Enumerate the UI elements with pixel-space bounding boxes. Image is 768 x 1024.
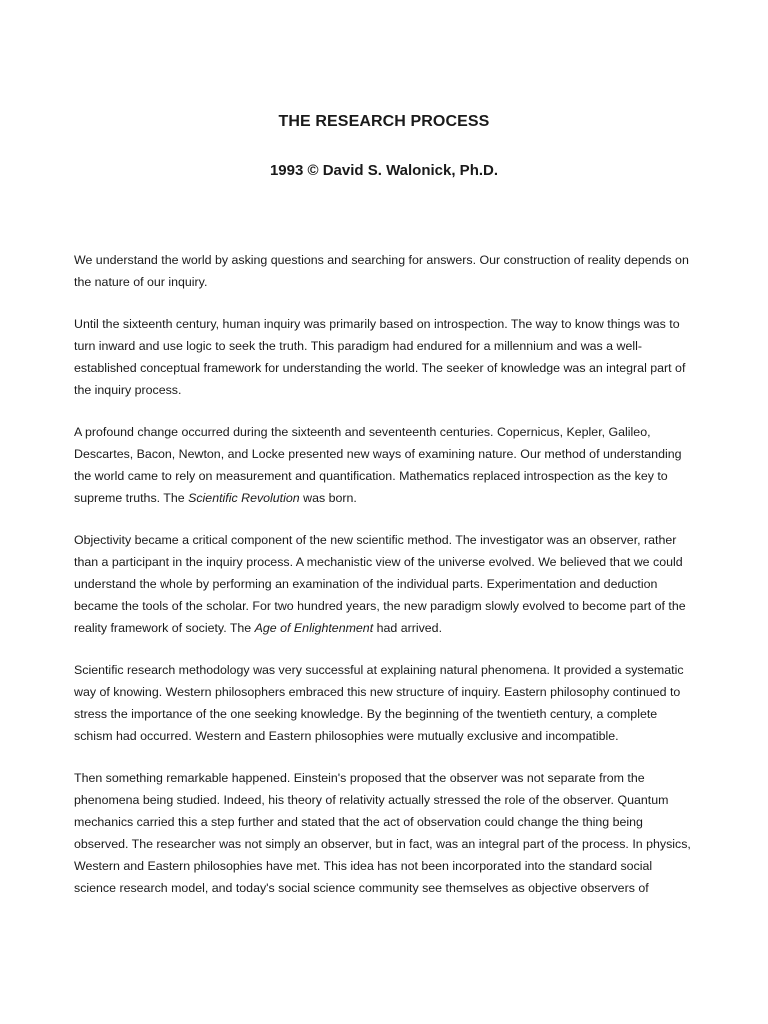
paragraph-6 — [74, 767, 696, 899]
italic-term-age-of-enlightenment: Age of Enlightenment — [254, 621, 374, 635]
paragraph-text-tail: was born. — [299, 491, 357, 505]
paragraph-text: Until the sixteenth century, human inquiry was primarily based on introspection. The way to know things was to turn inward and use logic to seek the truth. This paradigm had endured for a millennium and was a well-established conceptual framework for understanding the world. The seeker of knowledge was an integral part of the inquiry process. — [74, 317, 686, 397]
paragraph-2 — [74, 313, 696, 401]
paragraph-text: We understand the world by asking questions and searching for answers. Our construction of reality depends on the nature of our inquiry. — [74, 253, 689, 289]
document-title: THE RESEARCH PROCESS — [278, 113, 490, 130]
document-body — [74, 249, 696, 919]
paragraph-3 — [74, 421, 696, 509]
paragraph-text: Objectivity became a critical component of the new scientific method. The investigator was an observer, rather than a participant in the inquiry process. A mechanistic view of the universe evolved. We believed that we could understand the whole by performing an examination of the individual parts. Experimentation and deduction became the tools of the scholar. For two hundred years, the new paradigm slowly evolved to become part of the reality framework of society. The — [74, 533, 686, 635]
paragraph-text: Then something remarkable happened. Einstein's proposed that the observer was not separate from the phenomena being studied. Indeed, his theory of relativity actually stressed the role of the observer. Quantum mechanics carried this a step further and stated that the act of observation could change the thing being observed. The researcher was not simply an observer, but in fact, was an integral part of the process. In physics, Western and Eastern philosophies have met. This idea has not been incorporated into the standard social science research model, and today's social science community see themselves as objective observers of — [74, 771, 691, 895]
paragraph-5 — [74, 659, 696, 747]
document-subtitle: 1993 © David S. Walonick, Ph.D. — [269, 162, 499, 179]
paragraph-1 — [74, 249, 696, 293]
paragraph-text: Scientific research methodology was very successful at explaining natural phenomena. It provided a systematic way of knowing. Western philosophers embraced this new structure of inquiry. Eastern philosophy continued to stress the importance of the one seeking knowledge. By the beginning of the twentieth century, a complete schism had occurred. Western and Eastern philosophies were mutually exclusive and incompatible. — [74, 663, 684, 743]
paragraph-text: A profound change occurred during the sixteenth and seventeenth centuries. Copernicus, Kepler, Galileo, Descartes, Bacon, Newton, and Locke presented new ways of examining nature. Our method of understanding the world came to rely on measurement and quantification. Mathematics replaced introspection as the key to supreme truths. The — [74, 425, 682, 505]
paragraph-4 — [74, 529, 696, 639]
paragraph-text-tail: had arrived. — [373, 621, 443, 635]
italic-term-scientific-revolution: Scientific Revolution — [188, 491, 300, 505]
